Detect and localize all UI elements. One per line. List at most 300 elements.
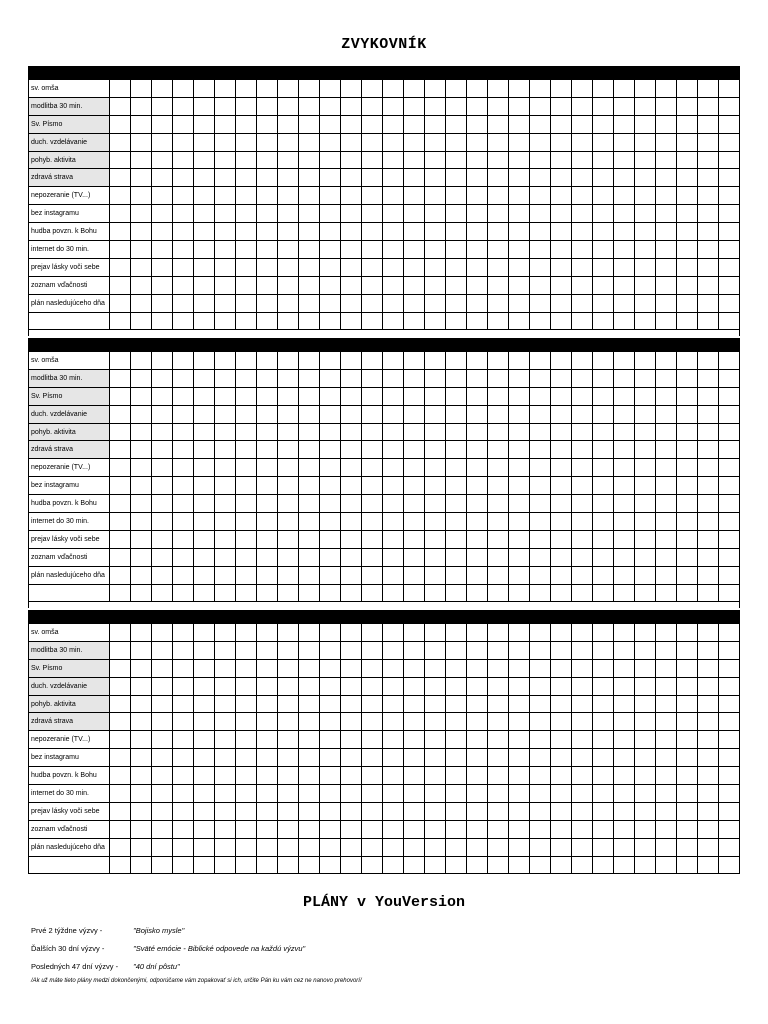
day-checkbox-cell[interactable] <box>593 820 614 838</box>
day-checkbox-cell[interactable] <box>488 258 509 276</box>
day-checkbox-cell[interactable] <box>173 169 194 187</box>
day-checkbox-cell[interactable] <box>572 223 593 241</box>
day-checkbox-cell[interactable] <box>236 352 257 370</box>
day-checkbox-cell[interactable] <box>257 566 278 584</box>
day-checkbox-cell[interactable] <box>593 495 614 513</box>
day-checkbox-cell[interactable] <box>257 767 278 785</box>
day-checkbox-cell[interactable] <box>383 767 404 785</box>
day-checkbox-cell[interactable] <box>635 820 656 838</box>
day-checkbox-cell[interactable] <box>173 241 194 259</box>
day-checkbox-cell[interactable] <box>572 423 593 441</box>
day-checkbox-cell[interactable] <box>698 294 719 312</box>
day-checkbox-cell[interactable] <box>341 584 362 602</box>
day-checkbox-cell[interactable] <box>614 641 635 659</box>
day-checkbox-cell[interactable] <box>446 369 467 387</box>
day-checkbox-cell[interactable] <box>362 677 383 695</box>
day-checkbox-cell[interactable] <box>173 838 194 856</box>
day-checkbox-cell[interactable] <box>509 659 530 677</box>
day-checkbox-cell[interactable] <box>719 169 740 187</box>
day-checkbox-cell[interactable] <box>425 205 446 223</box>
day-checkbox-cell[interactable] <box>404 312 425 330</box>
day-checkbox-cell[interactable] <box>404 387 425 405</box>
day-checkbox-cell[interactable] <box>635 584 656 602</box>
day-checkbox-cell[interactable] <box>467 659 488 677</box>
day-checkbox-cell[interactable] <box>572 352 593 370</box>
day-checkbox-cell[interactable] <box>488 312 509 330</box>
day-checkbox-cell[interactable] <box>320 352 341 370</box>
day-checkbox-cell[interactable] <box>572 838 593 856</box>
day-checkbox-cell[interactable] <box>236 423 257 441</box>
day-checkbox-cell[interactable] <box>383 258 404 276</box>
day-checkbox-cell[interactable] <box>656 133 677 151</box>
day-checkbox-cell[interactable] <box>278 441 299 459</box>
day-checkbox-cell[interactable] <box>488 749 509 767</box>
day-checkbox-cell[interactable] <box>719 785 740 803</box>
day-checkbox-cell[interactable] <box>341 785 362 803</box>
day-checkbox-cell[interactable] <box>635 97 656 115</box>
day-checkbox-cell[interactable] <box>572 133 593 151</box>
day-checkbox-cell[interactable] <box>278 659 299 677</box>
day-checkbox-cell[interactable] <box>152 641 173 659</box>
day-checkbox-cell[interactable] <box>425 624 446 642</box>
day-checkbox-cell[interactable] <box>635 133 656 151</box>
day-checkbox-cell[interactable] <box>677 820 698 838</box>
day-checkbox-cell[interactable] <box>110 530 131 548</box>
day-checkbox-cell[interactable] <box>341 369 362 387</box>
day-checkbox-cell[interactable] <box>278 312 299 330</box>
day-checkbox-cell[interactable] <box>110 659 131 677</box>
day-checkbox-cell[interactable] <box>236 802 257 820</box>
day-checkbox-cell[interactable] <box>257 513 278 531</box>
day-checkbox-cell[interactable] <box>131 624 152 642</box>
day-checkbox-cell[interactable] <box>572 641 593 659</box>
day-checkbox-cell[interactable] <box>362 659 383 677</box>
day-checkbox-cell[interactable] <box>383 294 404 312</box>
day-checkbox-cell[interactable] <box>467 459 488 477</box>
day-checkbox-cell[interactable] <box>551 513 572 531</box>
day-checkbox-cell[interactable] <box>488 856 509 874</box>
day-checkbox-cell[interactable] <box>635 352 656 370</box>
day-checkbox-cell[interactable] <box>614 133 635 151</box>
day-checkbox-cell[interactable] <box>383 223 404 241</box>
day-checkbox-cell[interactable] <box>698 276 719 294</box>
day-checkbox-cell[interactable] <box>278 369 299 387</box>
day-checkbox-cell[interactable] <box>593 566 614 584</box>
day-checkbox-cell[interactable] <box>299 584 320 602</box>
day-checkbox-cell[interactable] <box>593 513 614 531</box>
day-checkbox-cell[interactable] <box>362 566 383 584</box>
day-checkbox-cell[interactable] <box>551 530 572 548</box>
day-checkbox-cell[interactable] <box>383 530 404 548</box>
day-checkbox-cell[interactable] <box>698 838 719 856</box>
day-checkbox-cell[interactable] <box>509 423 530 441</box>
day-checkbox-cell[interactable] <box>467 441 488 459</box>
day-checkbox-cell[interactable] <box>131 785 152 803</box>
day-checkbox-cell[interactable] <box>614 312 635 330</box>
day-checkbox-cell[interactable] <box>152 276 173 294</box>
day-checkbox-cell[interactable] <box>530 97 551 115</box>
day-checkbox-cell[interactable] <box>110 312 131 330</box>
day-checkbox-cell[interactable] <box>698 423 719 441</box>
day-checkbox-cell[interactable] <box>593 97 614 115</box>
day-checkbox-cell[interactable] <box>698 513 719 531</box>
day-checkbox-cell[interactable] <box>551 713 572 731</box>
day-checkbox-cell[interactable] <box>320 423 341 441</box>
day-checkbox-cell[interactable] <box>719 566 740 584</box>
day-checkbox-cell[interactable] <box>404 624 425 642</box>
day-checkbox-cell[interactable] <box>299 387 320 405</box>
day-checkbox-cell[interactable] <box>509 530 530 548</box>
day-checkbox-cell[interactable] <box>572 785 593 803</box>
day-checkbox-cell[interactable] <box>530 641 551 659</box>
day-checkbox-cell[interactable] <box>530 477 551 495</box>
day-checkbox-cell[interactable] <box>320 659 341 677</box>
day-checkbox-cell[interactable] <box>467 641 488 659</box>
day-checkbox-cell[interactable] <box>593 312 614 330</box>
day-checkbox-cell[interactable] <box>257 205 278 223</box>
day-checkbox-cell[interactable] <box>383 695 404 713</box>
day-checkbox-cell[interactable] <box>362 294 383 312</box>
day-checkbox-cell[interactable] <box>719 495 740 513</box>
day-checkbox-cell[interactable] <box>173 695 194 713</box>
day-checkbox-cell[interactable] <box>446 258 467 276</box>
day-checkbox-cell[interactable] <box>383 151 404 169</box>
day-checkbox-cell[interactable] <box>110 641 131 659</box>
day-checkbox-cell[interactable] <box>236 151 257 169</box>
day-checkbox-cell[interactable] <box>194 767 215 785</box>
day-checkbox-cell[interactable] <box>383 169 404 187</box>
day-checkbox-cell[interactable] <box>341 530 362 548</box>
day-checkbox-cell[interactable] <box>719 258 740 276</box>
day-checkbox-cell[interactable] <box>236 115 257 133</box>
day-checkbox-cell[interactable] <box>677 151 698 169</box>
day-checkbox-cell[interactable] <box>698 856 719 874</box>
day-checkbox-cell[interactable] <box>593 223 614 241</box>
day-checkbox-cell[interactable] <box>320 115 341 133</box>
day-checkbox-cell[interactable] <box>215 713 236 731</box>
day-checkbox-cell[interactable] <box>530 659 551 677</box>
day-checkbox-cell[interactable] <box>257 312 278 330</box>
day-checkbox-cell[interactable] <box>488 115 509 133</box>
day-checkbox-cell[interactable] <box>467 405 488 423</box>
day-checkbox-cell[interactable] <box>215 294 236 312</box>
day-checkbox-cell[interactable] <box>698 820 719 838</box>
day-checkbox-cell[interactable] <box>635 566 656 584</box>
day-checkbox-cell[interactable] <box>551 856 572 874</box>
day-checkbox-cell[interactable] <box>341 312 362 330</box>
day-checkbox-cell[interactable] <box>488 405 509 423</box>
day-checkbox-cell[interactable] <box>425 659 446 677</box>
day-checkbox-cell[interactable] <box>404 677 425 695</box>
day-checkbox-cell[interactable] <box>362 785 383 803</box>
day-checkbox-cell[interactable] <box>131 223 152 241</box>
day-checkbox-cell[interactable] <box>509 241 530 259</box>
day-checkbox-cell[interactable] <box>551 241 572 259</box>
day-checkbox-cell[interactable] <box>278 205 299 223</box>
day-checkbox-cell[interactable] <box>572 441 593 459</box>
day-checkbox-cell[interactable] <box>278 677 299 695</box>
day-checkbox-cell[interactable] <box>110 802 131 820</box>
day-checkbox-cell[interactable] <box>194 294 215 312</box>
day-checkbox-cell[interactable] <box>131 352 152 370</box>
day-checkbox-cell[interactable] <box>530 856 551 874</box>
day-checkbox-cell[interactable] <box>530 352 551 370</box>
day-checkbox-cell[interactable] <box>719 820 740 838</box>
day-checkbox-cell[interactable] <box>404 820 425 838</box>
day-checkbox-cell[interactable] <box>719 423 740 441</box>
day-checkbox-cell[interactable] <box>173 785 194 803</box>
day-checkbox-cell[interactable] <box>257 80 278 98</box>
day-checkbox-cell[interactable] <box>425 785 446 803</box>
day-checkbox-cell[interactable] <box>572 115 593 133</box>
day-checkbox-cell[interactable] <box>320 459 341 477</box>
day-checkbox-cell[interactable] <box>446 477 467 495</box>
day-checkbox-cell[interactable] <box>698 785 719 803</box>
day-checkbox-cell[interactable] <box>278 785 299 803</box>
day-checkbox-cell[interactable] <box>719 659 740 677</box>
day-checkbox-cell[interactable] <box>299 659 320 677</box>
day-checkbox-cell[interactable] <box>341 838 362 856</box>
day-checkbox-cell[interactable] <box>341 115 362 133</box>
day-checkbox-cell[interactable] <box>299 276 320 294</box>
day-checkbox-cell[interactable] <box>572 151 593 169</box>
day-checkbox-cell[interactable] <box>278 187 299 205</box>
day-checkbox-cell[interactable] <box>509 477 530 495</box>
day-checkbox-cell[interactable] <box>299 731 320 749</box>
day-checkbox-cell[interactable] <box>593 677 614 695</box>
day-checkbox-cell[interactable] <box>677 566 698 584</box>
day-checkbox-cell[interactable] <box>551 695 572 713</box>
day-checkbox-cell[interactable] <box>215 369 236 387</box>
day-checkbox-cell[interactable] <box>467 838 488 856</box>
day-checkbox-cell[interactable] <box>614 530 635 548</box>
day-checkbox-cell[interactable] <box>530 513 551 531</box>
day-checkbox-cell[interactable] <box>698 731 719 749</box>
day-checkbox-cell[interactable] <box>236 767 257 785</box>
day-checkbox-cell[interactable] <box>257 713 278 731</box>
day-checkbox-cell[interactable] <box>446 187 467 205</box>
day-checkbox-cell[interactable] <box>635 405 656 423</box>
day-checkbox-cell[interactable] <box>194 312 215 330</box>
day-checkbox-cell[interactable] <box>110 80 131 98</box>
day-checkbox-cell[interactable] <box>614 459 635 477</box>
day-checkbox-cell[interactable] <box>341 294 362 312</box>
day-checkbox-cell[interactable] <box>236 97 257 115</box>
day-checkbox-cell[interactable] <box>698 641 719 659</box>
day-checkbox-cell[interactable] <box>236 838 257 856</box>
day-checkbox-cell[interactable] <box>446 641 467 659</box>
day-checkbox-cell[interactable] <box>299 241 320 259</box>
day-checkbox-cell[interactable] <box>488 205 509 223</box>
day-checkbox-cell[interactable] <box>215 530 236 548</box>
day-checkbox-cell[interactable] <box>131 513 152 531</box>
day-checkbox-cell[interactable] <box>551 405 572 423</box>
day-checkbox-cell[interactable] <box>152 405 173 423</box>
day-checkbox-cell[interactable] <box>530 566 551 584</box>
day-checkbox-cell[interactable] <box>425 294 446 312</box>
day-checkbox-cell[interactable] <box>320 548 341 566</box>
day-checkbox-cell[interactable] <box>719 548 740 566</box>
day-checkbox-cell[interactable] <box>467 584 488 602</box>
day-checkbox-cell[interactable] <box>320 731 341 749</box>
day-checkbox-cell[interactable] <box>446 151 467 169</box>
day-checkbox-cell[interactable] <box>278 477 299 495</box>
day-checkbox-cell[interactable] <box>425 713 446 731</box>
day-checkbox-cell[interactable] <box>236 387 257 405</box>
day-checkbox-cell[interactable] <box>488 513 509 531</box>
day-checkbox-cell[interactable] <box>173 731 194 749</box>
day-checkbox-cell[interactable] <box>467 187 488 205</box>
day-checkbox-cell[interactable] <box>278 713 299 731</box>
day-checkbox-cell[interactable] <box>677 677 698 695</box>
day-checkbox-cell[interactable] <box>215 802 236 820</box>
day-checkbox-cell[interactable] <box>635 659 656 677</box>
day-checkbox-cell[interactable] <box>698 530 719 548</box>
day-checkbox-cell[interactable] <box>593 133 614 151</box>
day-checkbox-cell[interactable] <box>635 387 656 405</box>
day-checkbox-cell[interactable] <box>467 513 488 531</box>
day-checkbox-cell[interactable] <box>383 441 404 459</box>
day-checkbox-cell[interactable] <box>509 749 530 767</box>
day-checkbox-cell[interactable] <box>131 97 152 115</box>
day-checkbox-cell[interactable] <box>173 151 194 169</box>
day-checkbox-cell[interactable] <box>341 802 362 820</box>
day-checkbox-cell[interactable] <box>152 584 173 602</box>
day-checkbox-cell[interactable] <box>677 187 698 205</box>
day-checkbox-cell[interactable] <box>194 205 215 223</box>
day-checkbox-cell[interactable] <box>614 785 635 803</box>
day-checkbox-cell[interactable] <box>488 441 509 459</box>
day-checkbox-cell[interactable] <box>698 566 719 584</box>
day-checkbox-cell[interactable] <box>131 495 152 513</box>
day-checkbox-cell[interactable] <box>236 530 257 548</box>
day-checkbox-cell[interactable] <box>635 731 656 749</box>
day-checkbox-cell[interactable] <box>698 133 719 151</box>
day-checkbox-cell[interactable] <box>572 713 593 731</box>
day-checkbox-cell[interactable] <box>635 624 656 642</box>
day-checkbox-cell[interactable] <box>551 151 572 169</box>
day-checkbox-cell[interactable] <box>320 641 341 659</box>
day-checkbox-cell[interactable] <box>446 276 467 294</box>
day-checkbox-cell[interactable] <box>698 187 719 205</box>
day-checkbox-cell[interactable] <box>446 312 467 330</box>
day-checkbox-cell[interactable] <box>383 423 404 441</box>
day-checkbox-cell[interactable] <box>257 115 278 133</box>
day-checkbox-cell[interactable] <box>383 97 404 115</box>
day-checkbox-cell[interactable] <box>131 441 152 459</box>
day-checkbox-cell[interactable] <box>593 276 614 294</box>
day-checkbox-cell[interactable] <box>551 641 572 659</box>
day-checkbox-cell[interactable] <box>530 838 551 856</box>
day-checkbox-cell[interactable] <box>404 713 425 731</box>
day-checkbox-cell[interactable] <box>509 856 530 874</box>
day-checkbox-cell[interactable] <box>614 151 635 169</box>
day-checkbox-cell[interactable] <box>278 241 299 259</box>
day-checkbox-cell[interactable] <box>593 387 614 405</box>
day-checkbox-cell[interactable] <box>215 352 236 370</box>
day-checkbox-cell[interactable] <box>404 477 425 495</box>
day-checkbox-cell[interactable] <box>404 495 425 513</box>
day-checkbox-cell[interactable] <box>173 205 194 223</box>
day-checkbox-cell[interactable] <box>362 151 383 169</box>
day-checkbox-cell[interactable] <box>488 423 509 441</box>
day-checkbox-cell[interactable] <box>656 820 677 838</box>
day-checkbox-cell[interactable] <box>677 731 698 749</box>
day-checkbox-cell[interactable] <box>572 459 593 477</box>
day-checkbox-cell[interactable] <box>698 205 719 223</box>
day-checkbox-cell[interactable] <box>698 695 719 713</box>
day-checkbox-cell[interactable] <box>152 387 173 405</box>
day-checkbox-cell[interactable] <box>236 584 257 602</box>
day-checkbox-cell[interactable] <box>425 695 446 713</box>
day-checkbox-cell[interactable] <box>257 731 278 749</box>
day-checkbox-cell[interactable] <box>677 369 698 387</box>
day-checkbox-cell[interactable] <box>215 477 236 495</box>
day-checkbox-cell[interactable] <box>278 767 299 785</box>
day-checkbox-cell[interactable] <box>635 838 656 856</box>
day-checkbox-cell[interactable] <box>278 169 299 187</box>
day-checkbox-cell[interactable] <box>404 97 425 115</box>
day-checkbox-cell[interactable] <box>173 566 194 584</box>
day-checkbox-cell[interactable] <box>404 369 425 387</box>
day-checkbox-cell[interactable] <box>215 785 236 803</box>
day-checkbox-cell[interactable] <box>341 641 362 659</box>
day-checkbox-cell[interactable] <box>677 80 698 98</box>
day-checkbox-cell[interactable] <box>593 423 614 441</box>
day-checkbox-cell[interactable] <box>299 97 320 115</box>
day-checkbox-cell[interactable] <box>152 459 173 477</box>
day-checkbox-cell[interactable] <box>110 294 131 312</box>
day-checkbox-cell[interactable] <box>383 477 404 495</box>
day-checkbox-cell[interactable] <box>362 477 383 495</box>
day-checkbox-cell[interactable] <box>551 294 572 312</box>
day-checkbox-cell[interactable] <box>383 624 404 642</box>
day-checkbox-cell[interactable] <box>467 205 488 223</box>
day-checkbox-cell[interactable] <box>173 820 194 838</box>
day-checkbox-cell[interactable] <box>530 169 551 187</box>
day-checkbox-cell[interactable] <box>467 423 488 441</box>
day-checkbox-cell[interactable] <box>572 387 593 405</box>
day-checkbox-cell[interactable] <box>530 713 551 731</box>
day-checkbox-cell[interactable] <box>614 294 635 312</box>
day-checkbox-cell[interactable] <box>341 477 362 495</box>
day-checkbox-cell[interactable] <box>236 241 257 259</box>
day-checkbox-cell[interactable] <box>278 97 299 115</box>
day-checkbox-cell[interactable] <box>488 169 509 187</box>
day-checkbox-cell[interactable] <box>278 530 299 548</box>
day-checkbox-cell[interactable] <box>131 477 152 495</box>
day-checkbox-cell[interactable] <box>656 548 677 566</box>
day-checkbox-cell[interactable] <box>404 80 425 98</box>
day-checkbox-cell[interactable] <box>299 802 320 820</box>
day-checkbox-cell[interactable] <box>656 856 677 874</box>
day-checkbox-cell[interactable] <box>110 352 131 370</box>
day-checkbox-cell[interactable] <box>152 548 173 566</box>
day-checkbox-cell[interactable] <box>425 276 446 294</box>
day-checkbox-cell[interactable] <box>656 641 677 659</box>
day-checkbox-cell[interactable] <box>530 624 551 642</box>
day-checkbox-cell[interactable] <box>236 205 257 223</box>
day-checkbox-cell[interactable] <box>467 97 488 115</box>
day-checkbox-cell[interactable] <box>509 695 530 713</box>
day-checkbox-cell[interactable] <box>404 205 425 223</box>
day-checkbox-cell[interactable] <box>719 187 740 205</box>
day-checkbox-cell[interactable] <box>572 187 593 205</box>
day-checkbox-cell[interactable] <box>509 276 530 294</box>
day-checkbox-cell[interactable] <box>236 369 257 387</box>
day-checkbox-cell[interactable] <box>677 276 698 294</box>
day-checkbox-cell[interactable] <box>236 820 257 838</box>
